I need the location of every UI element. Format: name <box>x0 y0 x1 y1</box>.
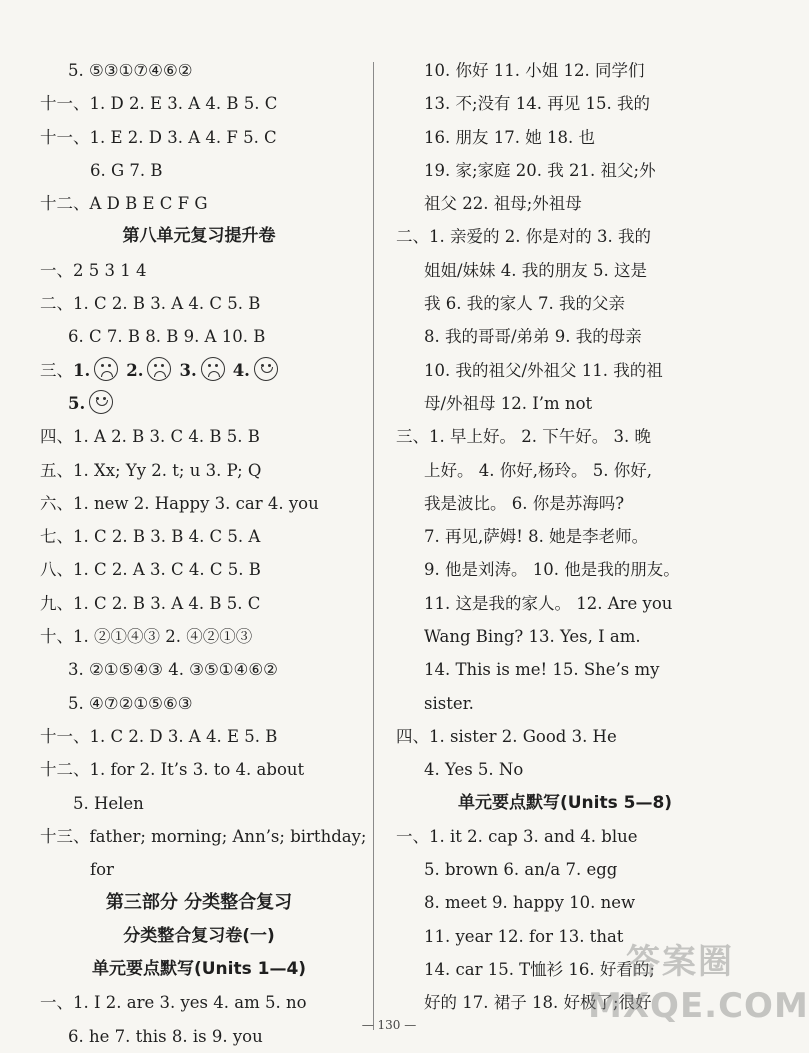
answer-line: 5. ⑤③①⑦④⑥② <box>68 61 193 80</box>
answer-line: 一、1. I 2. are 3. yes 4. am 5. no <box>40 993 307 1013</box>
face-item-number: 5. <box>68 393 86 413</box>
answer-line: 姐姐/妹妹 4. 我的朋友 5. 这是 <box>424 260 648 280</box>
answer-line: 十、1. ②①④③ 2. ④②①③ <box>40 627 253 647</box>
answer-line: 6. C 7. B 8. B 9. A 10. B <box>68 327 266 347</box>
section-heading: 第八单元复习提升卷 <box>122 226 276 247</box>
answer-line: 14. car 15. T恤衫 16. 好看的; <box>424 960 655 980</box>
answer-line: 10. 我的祖父/外祖父 11. 我的祖 <box>424 360 663 380</box>
answer-line: 上好。 4. 你好,杨玲。 5. 你好, <box>424 460 652 480</box>
section-heading: 单元要点默写(Units 5—8) <box>457 792 673 813</box>
answer-line: 5. Helen <box>73 793 144 813</box>
answer-line-faces <box>40 387 358 420</box>
answer-line: sister. <box>424 693 474 713</box>
page-number: — 130 — <box>361 1018 417 1032</box>
answer-line: 10. 你好 11. 小姐 12. 同学们 <box>424 61 645 80</box>
answer-line: 5. brown 6. an/a 7. egg <box>424 860 618 880</box>
answer-line: 一、2 5 3 1 4 <box>40 260 147 280</box>
happy-face-icon <box>254 357 278 381</box>
answer-line: 19. 家;家庭 20. 我 21. 祖父;外 <box>424 160 656 180</box>
answer-line: Wang Bing? 13. Yes, I am. <box>424 627 641 647</box>
answer-line: 一、1. it 2. cap 3. and 4. blue <box>396 826 638 846</box>
answer-line: 十一、1. C 2. D 3. A 4. E 5. B <box>40 726 278 746</box>
left-answer-column <box>40 54 367 1053</box>
answer-line: 3. ②①⑤④③ 4. ③⑤①④⑥② <box>68 660 278 680</box>
sad-face-icon <box>147 357 171 381</box>
watermark-title: 答案圈 <box>626 942 734 982</box>
answer-line: 四、1. sister 2. Good 3. He <box>396 726 617 746</box>
watermark-logo <box>588 940 809 1036</box>
answer-line: 六、1. new 2. Happy 3. car 4. you <box>40 493 319 513</box>
happy-face-icon <box>89 390 113 414</box>
section-heading: 第三部分 分类整合复习 <box>105 892 293 914</box>
answer-line: for <box>90 860 114 880</box>
answer-line: 十一、1. E 2. D 3. A 4. F 5. C <box>40 127 277 147</box>
answer-line: 二、1. C 2. B 3. A 4. C 5. B <box>40 294 261 314</box>
answer-line: 13. 不;没有 14. 再见 15. 我的 <box>424 94 651 114</box>
answer-line: 5. ④⑦②①⑤⑥③ <box>68 693 193 713</box>
answer-line: 14. This is me! 15. She’s my <box>424 660 660 680</box>
answer-line: 母/外祖母 12. I’m not <box>424 393 593 413</box>
answer-line: 9. 他是刘涛。 10. 他是我的朋友。 <box>424 560 680 580</box>
answer-line: 八、1. C 2. A 3. C 4. C 5. B <box>40 560 261 580</box>
answer-line: 二、1. 亲爱的 2. 你是对的 3. 我的 <box>396 227 651 247</box>
answer-line: 十一、1. D 2. E 3. A 4. B 5. C <box>40 94 278 114</box>
answer-line: 十三、father; morning; Ann’s; birthday; <box>40 826 367 846</box>
watermark-url: MXQE.COM <box>588 986 809 1026</box>
face-item-number: 3. <box>179 360 197 380</box>
sad-face-icon <box>201 357 225 381</box>
answer-line: 6. he 7. this 8. is 9. you <box>68 1026 263 1046</box>
answer-line: 11. 这是我的家人。 12. Are you <box>424 593 673 613</box>
face-item-number: 2. <box>126 360 144 380</box>
right-answer-column <box>396 54 734 1020</box>
face-item-number: 1. <box>73 360 91 380</box>
answer-line: 6. G 7. B <box>90 160 163 180</box>
answer-line: 11. year 12. for 13. that <box>424 926 624 946</box>
section-heading: 分类整合复习卷(一) <box>123 925 275 946</box>
answer-line: 4. Yes 5. No <box>424 760 524 780</box>
answer-line: 十二、A D B E C F G <box>40 194 208 214</box>
face-item-number: 4. <box>232 360 250 380</box>
section-heading: 单元要点默写(Units 1—4) <box>91 959 307 980</box>
answer-line: 我 6. 我的家人 7. 我的父亲 <box>424 294 625 314</box>
answer-line: 九、1. C 2. B 3. A 4. B 5. C <box>40 593 261 613</box>
answer-line: 好的 17. 裙子 18. 好极了;很好 <box>424 993 652 1013</box>
answer-line-faces <box>40 354 358 387</box>
answer-line: 祖父 22. 祖母;外祖母 <box>424 194 582 214</box>
column-divider <box>373 62 374 1030</box>
answer-line: 七、1. C 2. B 3. B 4. C 5. A <box>40 527 261 547</box>
answer-line: 五、1. Xx; Yy 2. t; u 3. P; Q <box>40 460 262 480</box>
answer-line: 四、1. A 2. B 3. C 4. B 5. B <box>40 427 260 447</box>
answer-line: 我是波比。 6. 你是苏海吗? <box>424 493 625 513</box>
answer-line: 8. 我的哥哥/弟弟 9. 我的母亲 <box>424 327 642 347</box>
sad-face-icon <box>94 357 118 381</box>
answer-line: 十二、1. for 2. It’s 3. to 4. about <box>40 760 305 780</box>
section-prefix: 三、 <box>40 360 73 380</box>
answer-line: 16. 朋友 17. 她 18. 也 <box>424 127 595 147</box>
answer-line: 7. 再见,萨姆! 8. 她是李老师。 <box>424 527 649 547</box>
answer-line: 三、1. 早上好。 2. 下午好。 3. 晚 <box>396 427 651 447</box>
answer-line: 8. meet 9. happy 10. new <box>424 893 636 913</box>
